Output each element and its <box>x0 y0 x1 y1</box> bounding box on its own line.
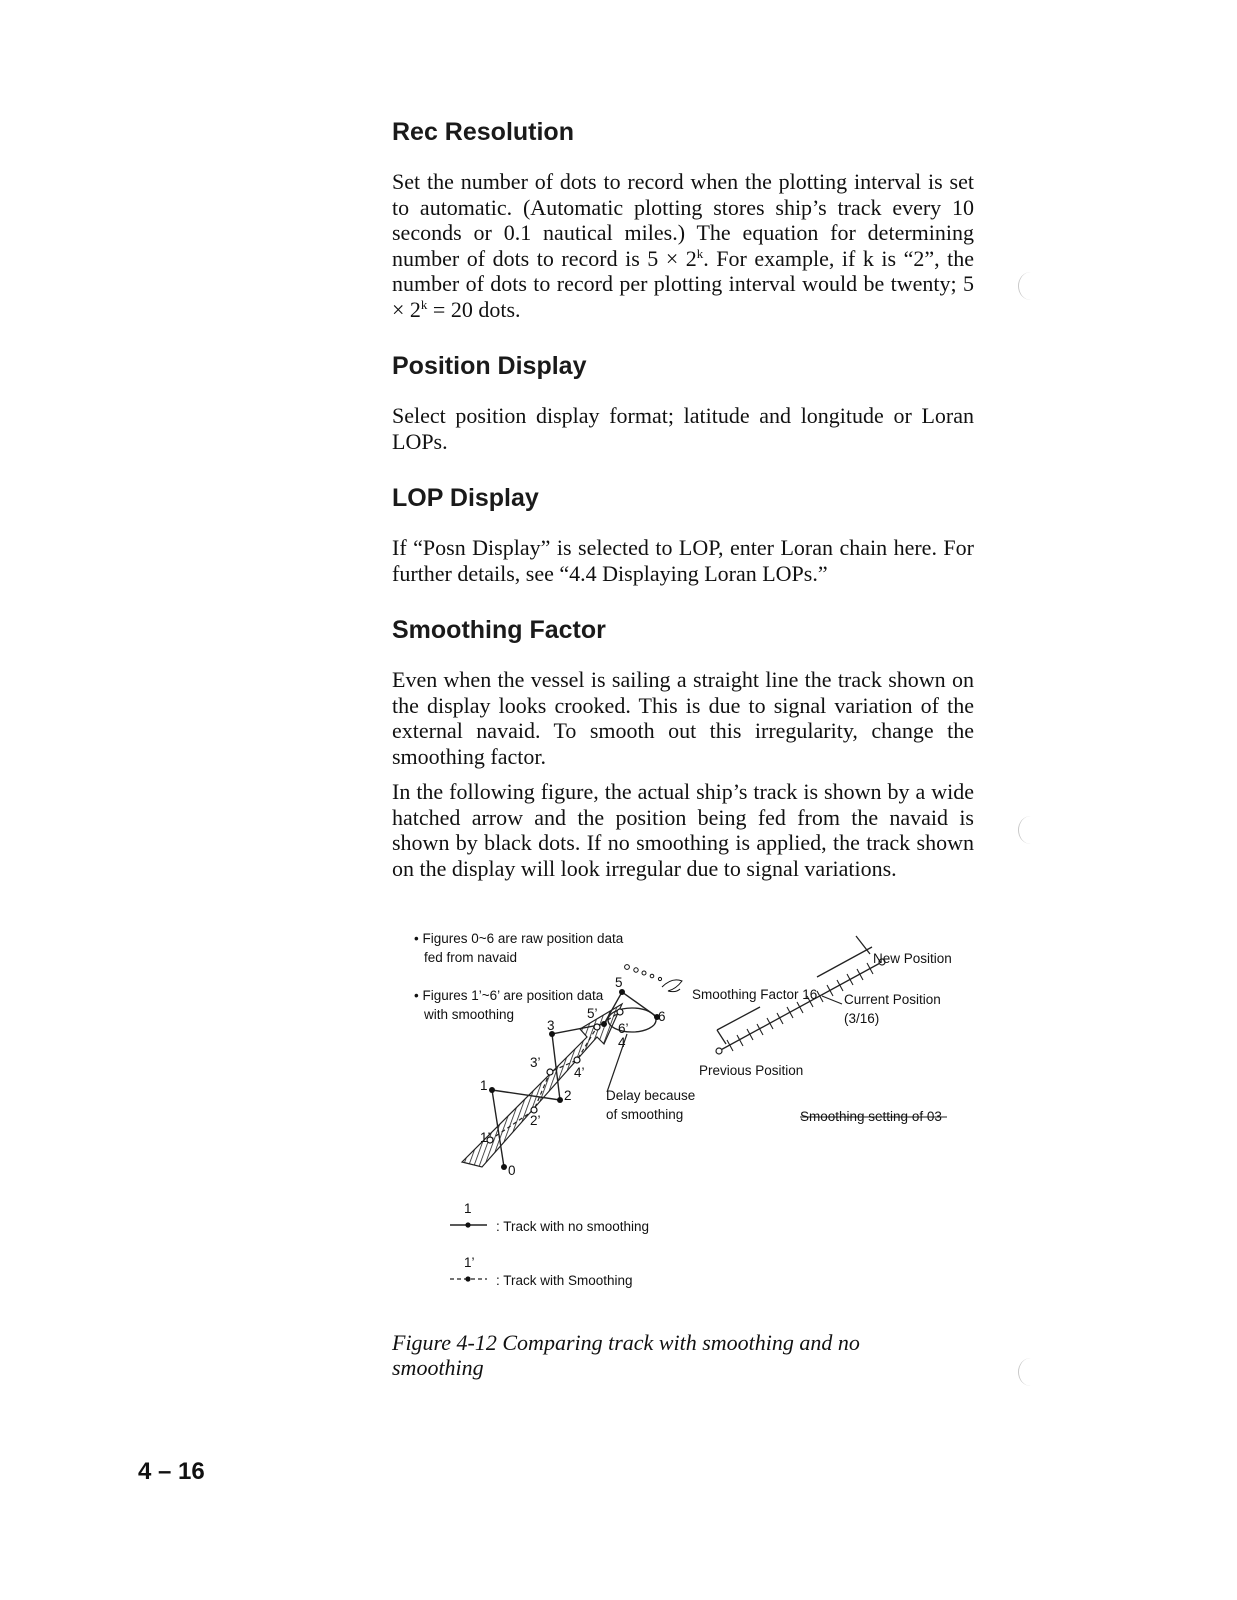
section-rec-resolution <box>392 118 974 322</box>
page-number: 4 – 16 <box>138 1458 205 1485</box>
point-label-0: 0 <box>508 1163 516 1178</box>
current-pointer <box>822 996 842 1004</box>
point-label-5p: 5’ <box>587 1006 598 1021</box>
point-label-3p: 3’ <box>530 1055 541 1070</box>
point-label-1: 1 <box>480 1078 488 1093</box>
delay-label-line2: of smoothing <box>606 1107 684 1122</box>
point-label-2: 2 <box>564 1088 572 1103</box>
smoothing-factor-label: Smoothing Factor 16 <box>692 987 818 1002</box>
note-raw-data: • Figures 0~6 are raw position data <box>414 931 624 946</box>
point-label-2p: 2’ <box>530 1113 541 1128</box>
point-label-5: 5 <box>615 975 623 990</box>
heading-lop-display: LOP Display <box>392 484 539 512</box>
current-ratio-label: (3/16) <box>844 1011 880 1026</box>
legend-label-smoothing: : Track with Smoothing <box>496 1273 633 1288</box>
punch-hole-mark <box>1018 816 1043 844</box>
section-position-display <box>392 352 974 454</box>
legend-label-no-smoothing: : Track with no smoothing <box>496 1219 650 1234</box>
legend-mark-1p: 1’ <box>464 1255 475 1270</box>
delay-label: Delay because <box>606 1088 696 1103</box>
smoothing-figure <box>392 922 992 1312</box>
point-label-4p: 4’ <box>574 1065 585 1080</box>
current-position-label: Current Position <box>844 992 941 1007</box>
rec-resolution-paragraph: Set the number of dots to record when the plotting interval is set to automatic. (Automatic plotting stores ship’s track every 10 seconds or 0.1 nautical miles.) The equation for determining number of dots to record is $5 \times 2^k$. For example, if k is “2”, the number of dots to record per plotting interval would be twenty; $5 \times 2^k = 20$ dots. <box>392 169 974 322</box>
previous-position-label: Previous Position <box>699 1063 804 1078</box>
new-position-label: New Position <box>873 951 952 966</box>
point-label-6: 6 <box>658 1009 666 1024</box>
point-label-6p: 6’ <box>618 1021 629 1036</box>
section-smoothing-factor <box>392 616 974 881</box>
note-smoothed-data-line2: with smoothing <box>424 1007 515 1022</box>
smoothing-setting-label: Smoothing setting of 03 <box>800 1109 942 1124</box>
point-label-1p: 1’ <box>480 1130 491 1145</box>
point-label-4: 4 <box>618 1035 626 1050</box>
position-display-paragraph: Select position display format; latitude and longitude or Loran LOPs. <box>392 403 974 454</box>
heading-position-display: Position Display <box>392 352 587 380</box>
heading-rec-resolution: Rec Resolution <box>392 118 574 146</box>
smoothing-paragraph-2: In the following figure, the actual ship’s track is shown by a wide hatched arrow and the position being fed from the navaid is shown by black dots. If no smoothing is applied, the track shown on the display will look irregular due to signal variations. <box>392 779 974 881</box>
punch-hole-mark <box>1018 272 1043 300</box>
figure-caption: Figure 4-12 Comparing track with smoothing and no smoothing <box>392 1330 860 1380</box>
previous-pointer <box>717 1007 760 1030</box>
legend-mark-1: 1 <box>464 1201 472 1216</box>
smoothing-paragraph-1: Even when the vessel is sailing a straight line the track shown on the display looks crooked. This is due to signal variation of the external navaid. To smooth out this irregularity, change the smoothing factor. <box>392 667 974 769</box>
lop-display-paragraph: If “Posn Display” is selected to LOP, enter Loran chain here. For further details, see “4.4 Displaying Loran LOPs.” <box>392 535 974 586</box>
punch-hole-mark <box>1018 1358 1043 1386</box>
page-body <box>392 118 974 911</box>
point-label-3: 3 <box>547 1018 555 1033</box>
note-smoothed-data: • Figures 1’~6’ are position data <box>414 988 604 1003</box>
trail-dots <box>625 965 682 992</box>
heading-smoothing-factor: Smoothing Factor <box>392 616 606 644</box>
note-raw-data-line2: fed from navaid <box>424 950 518 965</box>
section-lop-display <box>392 484 974 586</box>
